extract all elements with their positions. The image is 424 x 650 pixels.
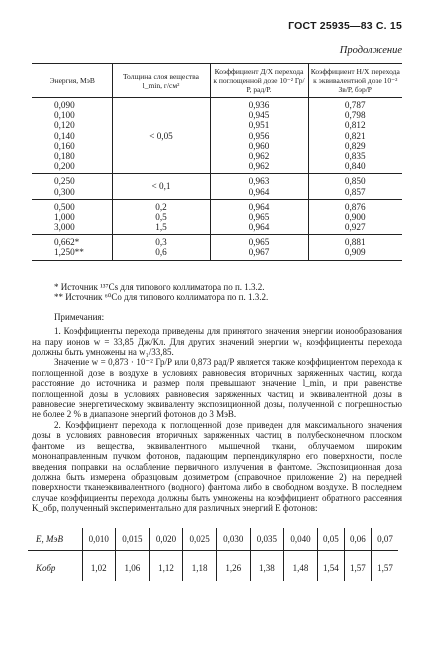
cell-value: 0,5	[155, 211, 167, 222]
table-row	[32, 174, 402, 199]
energy-cell: 0,040	[284, 528, 318, 551]
cell-value: 0,835	[344, 150, 366, 161]
cell-value: 0,120	[54, 120, 75, 131]
cell-value: 0,798	[344, 110, 366, 121]
k-cell: 1,18	[183, 551, 217, 582]
cell-value: 0,250	[54, 176, 75, 187]
k-cell: 1,38	[250, 551, 284, 582]
cell-value: 0,140	[54, 130, 75, 141]
cell-value: 1,5	[155, 222, 167, 233]
k-cell: 1,57	[344, 551, 371, 582]
cell-value: 0,3	[155, 237, 167, 248]
k-cell: 1,06	[116, 551, 150, 582]
cell-value: 0,965	[248, 211, 270, 222]
cell-value: 0,812	[344, 120, 366, 131]
cell-value: 0,821	[344, 130, 366, 141]
cell-value: 1,000	[54, 211, 75, 222]
cell-value: 0,900	[344, 211, 366, 222]
k-cell: 1,26	[216, 551, 250, 582]
cell-value: 0,6	[155, 247, 167, 258]
k-cell: 1,02	[82, 551, 116, 582]
k-cell: 1,48	[284, 551, 318, 582]
cell-value: 0,857	[344, 186, 366, 197]
col-dx: Коэффициент Д/Х перехода к поглощенной дозе 10⁻² Гр/Р, рад/Р.	[210, 64, 308, 98]
k-cell: 1,57	[371, 551, 398, 582]
energy-cell: 0,025	[183, 528, 217, 551]
paragraph: 1. Коэффициенты перехода приведены для принятого значения энергии ионообразования на пару ионов w = 33,85 Дж/Кл. Для других значений энергии w₁ коэффициенты перехода должны быть умножены на w₁/33,85.	[32, 326, 402, 358]
cell-value: 0,967	[248, 247, 270, 258]
table-row	[32, 199, 402, 235]
conversion-table	[32, 63, 402, 261]
energy-cell: 0,035	[250, 528, 284, 551]
cell-value: 0,850	[344, 176, 366, 187]
energy-cell: 0,07	[371, 528, 398, 551]
cell-value: 0,964	[248, 186, 270, 197]
k-label: Kобр	[36, 563, 56, 573]
table-row	[32, 98, 402, 174]
cell-value: 0,960	[248, 140, 270, 151]
backscatter-table	[28, 528, 398, 581]
cell-value: 0,829	[344, 140, 366, 151]
cell-value: 0,881	[344, 237, 366, 248]
energy-cell: 0,05	[317, 528, 344, 551]
cell-value: 0,962	[248, 161, 270, 172]
table-row	[32, 235, 402, 260]
energy-cell: 0,030	[216, 528, 250, 551]
cell-value: 0,200	[54, 161, 75, 172]
cell-value: 0,100	[54, 110, 75, 121]
cell-value: 0,956	[248, 130, 270, 141]
cell-value: 1,250**	[54, 247, 84, 258]
page-header: ГОСТ 25935—83 С. 15	[288, 20, 402, 32]
notes-section	[32, 282, 402, 514]
energy-cell: 0,06	[344, 528, 371, 551]
cell-value: 0,945	[248, 110, 270, 121]
cell-value: 0,951	[248, 120, 270, 131]
thickness-value: < 0,05	[149, 130, 173, 141]
k-cell: 1,54	[317, 551, 344, 582]
cell-value: 0,500	[54, 201, 75, 212]
cell-value: 0,964	[248, 201, 270, 212]
cell-value: 0,300	[54, 186, 75, 197]
cell-value: 0,180	[54, 150, 75, 161]
cell-value: 0,927	[344, 222, 366, 233]
paragraph: Значение w = 0,873 · 10⁻² Гр/Р или 0,873 рад/Р является также коэффициентом перехода к поглощенной дозе в воздухе в условиях равновесия вторичных заряженных частиц, когда расстояние до источника и размер поля превышают значение l_min, и при равенстве поглощенной дозы в условиях равновесия заряженных частиц и эквивалентной дозы в равновесие энергетическому эквиваленту экспозиционной дозы, полученной с погрешностью не более 2 % в диапазоне энергий фотонов до 3 МэВ.	[32, 357, 402, 420]
cell-value: 0,965	[248, 237, 270, 248]
cell-value: 0,964	[248, 222, 270, 233]
k-cell: 1,12	[149, 551, 183, 582]
col-energy: Энергия, МэВ	[32, 64, 112, 98]
cell-value: 0,962	[248, 150, 270, 161]
energy-label: E, МэВ	[28, 528, 82, 551]
footnote: ** Источник ⁶⁰Co для типового коллиматора по п. 1.3.2.	[54, 292, 269, 303]
notes-title: Примечания:	[54, 311, 105, 322]
energy-cell: 0,020	[149, 528, 183, 551]
cell-value: 0,963	[248, 176, 270, 187]
paragraph: 2. Коэффициент перехода к поглощенной дозе приведен для максимального значения дозы в условиях равновесия вторичных заряженных частиц в полубесконечном плоском фантоме из вещества, эквивалентного мышечной ткани, облучаемом широким мононаправленным пучком фотонов, падающим перпендикулярно его поверхности, после введения поправки на ослабление первичного излучения в фантоме. Экспозиционная доза должна быть измерена образцовым дозиметром (справочное приложение 2) на передней поверхности тканеэквивалентного (водного) фантома либо в свободном воздухе. В последнем случае коэффициенты перехода должны быть умножены на коэффициент обратного рассеяния K_обр, полученный экспериментально для различных энергий E фотонов:	[32, 419, 402, 514]
footnote: * Источник ¹³⁷Cs для типового коллиматора по п. 1.3.2.	[54, 282, 265, 292]
cell-value: 0,840	[344, 161, 366, 172]
energy-cell: 0,010	[82, 528, 116, 551]
thickness-value: < 0,1	[151, 181, 171, 192]
cell-value: 0,160	[54, 140, 75, 151]
cell-value: 0,090	[54, 100, 75, 110]
cell-value: 0,909	[344, 247, 366, 258]
cell-value: 0,936	[248, 100, 270, 110]
cell-value: 0,662*	[54, 237, 80, 248]
col-thickness: Толщина слоя вещества l_min, г/см²	[112, 64, 210, 98]
cell-value: 0,2	[155, 201, 167, 212]
cell-value: 3,000	[54, 222, 75, 233]
col-hx: Коэффициент Н/Х перехода к эквивалентной дозе 10⁻² Зв/Р, бэр/Р	[308, 64, 402, 98]
continuation-label: Продолжение	[339, 45, 402, 56]
cell-value: 0,787	[344, 100, 366, 110]
cell-value: 0,876	[344, 201, 366, 212]
energy-cell: 0,015	[116, 528, 150, 551]
